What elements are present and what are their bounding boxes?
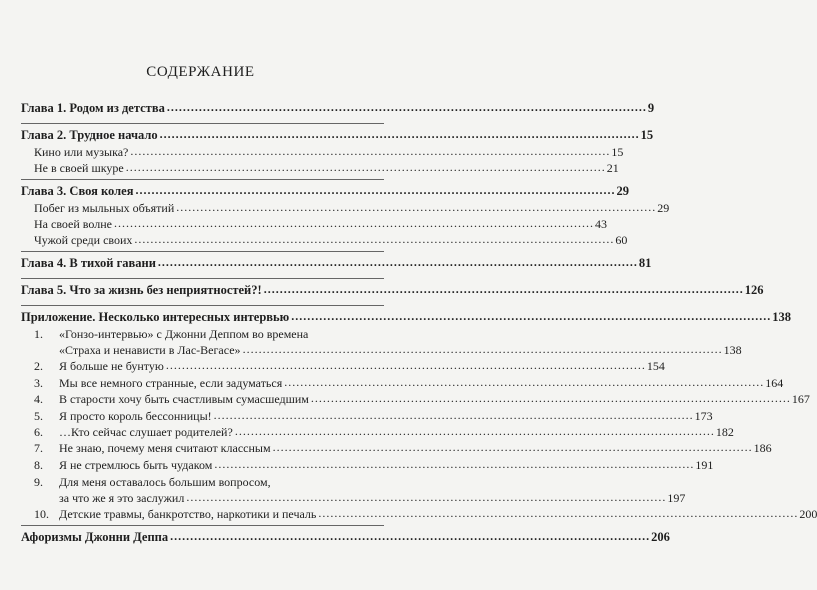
toc-entry-title: Детские травмы, банкротство, наркотики и печаль (59, 507, 317, 521)
toc-entry-title: «Страха и ненависти в Лас-Вегасе» (59, 343, 241, 357)
item-number: 2. (34, 359, 43, 373)
toc-page-number: 15 (640, 128, 654, 142)
divider (21, 251, 384, 252)
toc-page-number: 200 (799, 507, 817, 521)
toc-chapter-2 (21, 127, 654, 143)
toc-interview-1 (59, 342, 742, 358)
leader-dots: ........................................................................................................................ (263, 282, 744, 296)
toc-page-number: 15 (611, 145, 624, 159)
toc-interview-8 (34, 457, 714, 473)
toc-interview-6 (34, 424, 734, 440)
item-number: 7. (34, 441, 43, 455)
toc-page-number: 29 (616, 184, 629, 198)
toc-chapter-4 (21, 255, 652, 271)
toc-interview-9-line1 (34, 475, 385, 490)
toc-entry-title: Я просто король бессонницы! (59, 409, 212, 423)
toc-interview-2 (34, 358, 665, 374)
toc-page-number: 60 (615, 233, 628, 247)
leader-dots: ........................................................................................................................ (130, 144, 611, 158)
toc-chapter-1 (21, 100, 655, 116)
toc-interview-4 (34, 391, 810, 407)
toc-entry-title: «Гонзо-интервью» с Джонни Деппом во времена (59, 327, 309, 341)
toc-appendix (21, 309, 791, 325)
leader-dots: ........................................................................................................................ (166, 100, 647, 114)
item-number: 6. (34, 425, 43, 439)
leader-dots: ........................................................................................................................ (234, 424, 715, 438)
leader-dots: ........................................................................................................................ (213, 408, 694, 422)
toc-interview-5 (34, 408, 713, 424)
toc-entry-title: Кино или музыка? (34, 145, 129, 159)
leader-dots: ........................................................................................................................ (157, 255, 638, 269)
toc-chapter-3 (21, 183, 629, 199)
toc-entry-title: Мы все немного странные, если задуматься (59, 376, 283, 390)
toc-page-number: 182 (715, 425, 734, 439)
toc-entry-title: за что же я это заслужил (59, 491, 185, 505)
toc-page-number: 138 (723, 343, 742, 357)
divider (21, 305, 384, 306)
toc-entry-title: Побег из мыльных объятий (34, 201, 175, 215)
toc-entry-title: Я не стремлюсь быть чудаком (59, 458, 213, 472)
toc-entry-title: Глава 4. В тихой гавани (21, 256, 156, 270)
toc-page-number: 138 (772, 310, 791, 324)
toc-page-number: 154 (646, 359, 665, 373)
item-number: 3. (34, 376, 43, 390)
item-number: 8. (34, 458, 43, 472)
leader-dots: ........................................................................................................................ (125, 160, 606, 174)
toc-page-number: 197 (667, 491, 686, 505)
toc-entry-title: Приложение. Несколько интересных интервью (21, 310, 290, 324)
leader-dots: ........................................................................................................................ (242, 342, 723, 356)
leader-dots: ........................................................................................................................ (159, 127, 640, 141)
toc-section-3-2 (34, 216, 607, 232)
leader-dots: ........................................................................................................................ (135, 183, 616, 197)
toc-entry-title: Афоризмы Джонни Деппа (21, 530, 169, 544)
item-number: 1. (34, 327, 43, 341)
toc-page-number: 81 (638, 256, 652, 270)
toc-page-number: 21 (606, 161, 619, 175)
toc-entry-title: Глава 3. Своя колея (21, 184, 134, 198)
toc-page-number: 29 (657, 201, 670, 215)
leader-dots: ........................................................................................................................ (170, 529, 651, 543)
leader-dots: ........................................................................................................................ (284, 375, 765, 389)
toc-page-number: 126 (744, 283, 764, 297)
divider (21, 278, 384, 279)
leader-dots: ........................................................................................................................ (134, 232, 615, 246)
page-title: СОДЕРЖАНИЕ (146, 64, 255, 80)
leader-dots: ........................................................................................................................ (291, 309, 772, 323)
toc-entry-title: В старости хочу быть счастливым сумасшедшим (59, 392, 309, 406)
leader-dots: ........................................................................................................................ (318, 506, 799, 520)
toc-interview-7 (34, 440, 772, 456)
toc-chapter-5 (21, 282, 764, 298)
toc-entry-title: Не в своей шкуре (34, 161, 124, 175)
item-number: 9. (34, 475, 43, 489)
leader-dots: ........................................................................................................................ (176, 200, 657, 214)
divider (21, 179, 384, 180)
toc-section-3-1 (34, 200, 670, 216)
toc-entry-title: Глава 1. Родом из детства (21, 101, 165, 115)
toc-entry-title: Я больше не бунтую (59, 359, 164, 373)
leader-dots: ........................................................................................................................ (310, 391, 791, 405)
toc-interview-10 (34, 506, 817, 522)
toc-page-number: 167 (791, 392, 810, 406)
toc-page-number: 191 (695, 458, 714, 472)
toc-page-number: 164 (765, 376, 784, 390)
leader-dots: ........................................................................................................................ (186, 490, 667, 504)
toc-section-2-1 (34, 144, 624, 160)
toc-entry-title: Чужой среди своих (34, 233, 133, 247)
toc-entry-title: Не знаю, почему меня считают классным (59, 441, 271, 455)
toc-interview-9 (59, 490, 686, 506)
toc-entry-title: …Кто сейчас слушает родителей? (59, 425, 233, 439)
toc-page-number: 9 (647, 101, 655, 115)
toc-page-number: 186 (753, 441, 772, 455)
toc-entry-title: Глава 5. Что за жизнь без неприятностей?! (21, 283, 262, 297)
toc-page-number: 206 (651, 530, 670, 544)
toc-section-3-3 (34, 232, 628, 248)
toc-section-2-2 (34, 160, 619, 176)
item-number: 5. (34, 409, 43, 423)
item-number: 4. (34, 392, 43, 406)
toc-page-number: 173 (694, 409, 713, 423)
leader-dots: ........................................................................................................................ (113, 216, 594, 230)
toc-page-number: 43 (594, 217, 607, 231)
toc-entry-title: Глава 2. Трудное начало (21, 128, 158, 142)
toc-entry-title: Для меня оставалось большим вопросом, (59, 475, 271, 489)
toc-interview-1-line1 (34, 327, 385, 342)
toc-interview-3 (34, 375, 784, 391)
divider (21, 123, 384, 124)
item-number: 10. (34, 507, 49, 521)
toc-entry-title: На своей волне (34, 217, 112, 231)
divider (21, 525, 384, 526)
leader-dots: ........................................................................................................................ (214, 457, 695, 471)
toc-aphorisms (21, 529, 670, 545)
leader-dots: ........................................................................................................................ (272, 440, 753, 454)
leader-dots: ........................................................................................................................ (165, 358, 646, 372)
